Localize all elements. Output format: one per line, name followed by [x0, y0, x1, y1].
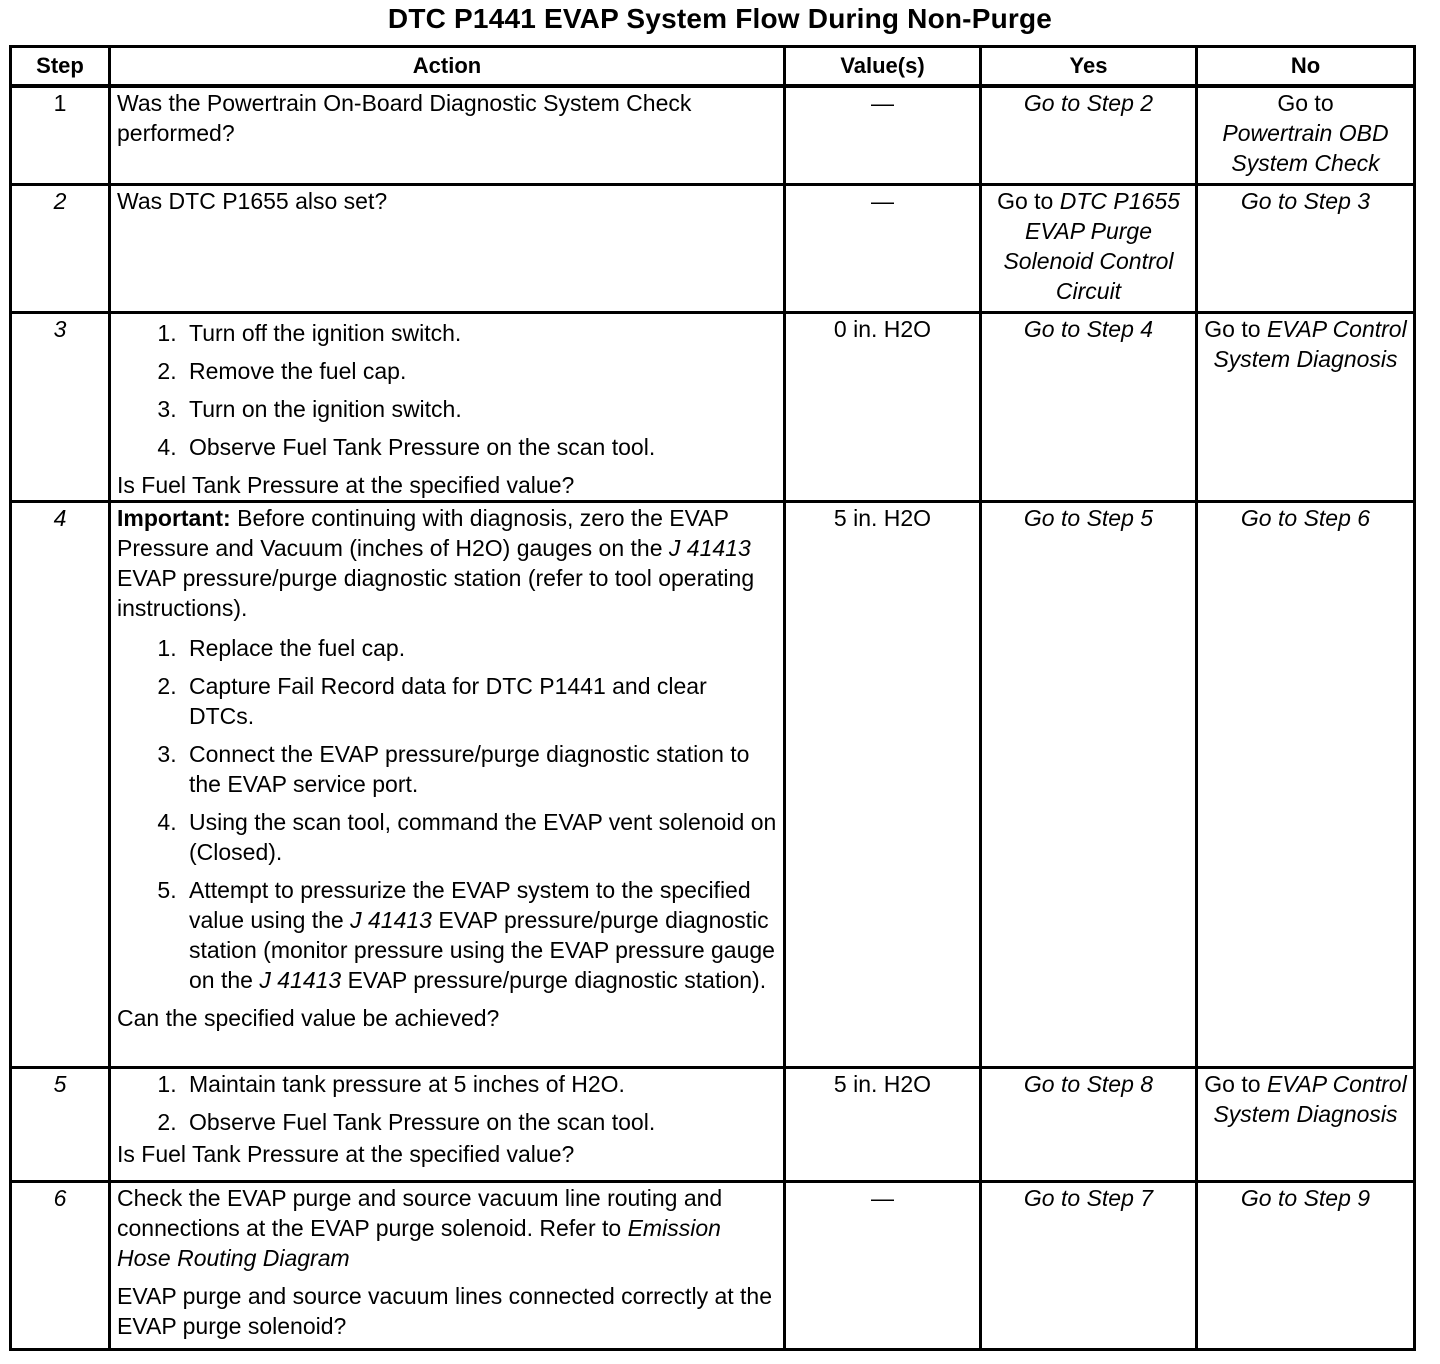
action-cell: [110, 1181, 785, 1349]
no-link[interactable]: EVAP Control System Diagnosis: [1213, 1070, 1407, 1127]
yes-cell: [981, 86, 1197, 184]
table-row: [11, 86, 1415, 184]
header-step: Step: [11, 47, 110, 87]
action-steps: [117, 1069, 777, 1137]
action-cell: [110, 312, 785, 501]
important-text: Before continuing with diagnosis, zero the EVAP Pressure and Vacuum (inches of H2O) gauges on the: [117, 504, 729, 561]
no-cell: [1197, 184, 1415, 312]
yes-link[interactable]: Go to Step 2: [1023, 90, 1154, 116]
table-row: [11, 1181, 1415, 1349]
value-cell: 5 in. H2O: [785, 1067, 981, 1181]
action-cell: [110, 86, 785, 184]
header-no: No: [1197, 47, 1415, 87]
yes-link[interactable]: Go to Step 8: [1023, 1070, 1154, 1097]
step-number: 4: [11, 501, 110, 1067]
step-number: 1: [11, 86, 110, 184]
header-action: Action: [110, 47, 785, 87]
yes-cell: [981, 501, 1197, 1067]
action-question: EVAP purge and source vacuum lines connected correctly at the EVAP purge solenoid?: [117, 1282, 773, 1339]
header-values: Value(s): [785, 47, 981, 87]
value-cell: —: [785, 1181, 981, 1349]
action-step: 2. Remove the fuel cap.: [183, 356, 777, 386]
yes-cell: [981, 312, 1197, 501]
no-cell: [1197, 501, 1415, 1067]
action-question: Can the specified value be achieved?: [117, 1004, 500, 1031]
action-steps: [117, 318, 777, 462]
table-row: [11, 184, 1415, 312]
no-prefix: Go to: [1204, 315, 1261, 342]
no-cell: [1197, 1181, 1415, 1349]
action-cell: [110, 501, 785, 1067]
step-number: 5: [11, 1067, 110, 1181]
no-prefix: Go to: [1277, 90, 1334, 116]
no-link[interactable]: Powertrain OBD System Check: [1222, 120, 1389, 176]
step-text: EVAP pressure/purge diagnostic station (monitor pressure using the EVAP pressure gauge on the: [189, 906, 775, 993]
action-step: 1. Replace the fuel cap.: [183, 633, 777, 663]
important-label: Important:: [117, 504, 231, 531]
action-step: 3. Connect the EVAP pressure/purge diagnostic station to the EVAP service port.: [183, 739, 777, 799]
tool-ref: J 41413: [350, 906, 432, 933]
table-row: [11, 1067, 1415, 1181]
yes-link[interactable]: Go to Step 4: [1023, 315, 1154, 342]
check-text: Check the EVAP purge and source vacuum line routing and connections at the EVAP purge solenoid. Refer to: [117, 1184, 723, 1241]
action-step: 1. Maintain tank pressure at 5 inches of H2O.: [183, 1069, 777, 1099]
table-row: [11, 312, 1415, 501]
yes-prefix: Go to: [997, 187, 1054, 214]
header-yes: Yes: [981, 47, 1197, 87]
step-text: Attempt to pressurize the EVAP system to the specified value using the: [189, 876, 751, 933]
no-cell: [1197, 86, 1415, 184]
action-step: 2. Capture Fail Record data for DTC P1441 and clear DTCs.: [183, 671, 777, 731]
important-note: [117, 503, 777, 623]
yes-link[interactable]: Go to Step 5: [1023, 504, 1154, 531]
no-link[interactable]: Go to Step 6: [1240, 504, 1371, 531]
important-text: EVAP pressure/purge diagnostic station (refer to tool operating instructions).: [117, 564, 755, 621]
action-cell: [110, 184, 785, 312]
no-prefix: Go to: [1204, 1070, 1261, 1097]
step-number: 3: [11, 312, 110, 501]
action-question: Is Fuel Tank Pressure at the specified value?: [117, 471, 575, 498]
yes-cell: [981, 1067, 1197, 1181]
action-step: [183, 875, 777, 995]
action-steps: [117, 633, 777, 995]
step-number: 6: [11, 1181, 110, 1349]
action-step: 4. Observe Fuel Tank Pressure on the scan tool.: [183, 432, 777, 462]
action-step: 4. Using the scan tool, command the EVAP vent solenoid on (Closed).: [183, 807, 777, 867]
yes-link[interactable]: Go to Step 7: [1023, 1184, 1154, 1211]
yes-link[interactable]: DTC P1655 EVAP Purge Solenoid Control Circuit: [1003, 187, 1180, 304]
action-cell: [110, 1067, 785, 1181]
no-cell: [1197, 312, 1415, 501]
no-link[interactable]: Go to Step 3: [1240, 187, 1371, 214]
no-link[interactable]: Go to Step 9: [1240, 1184, 1371, 1211]
tool-ref: J 41413: [259, 966, 342, 993]
yes-cell: [981, 184, 1197, 312]
check-instruction: [117, 1183, 777, 1273]
step-text: EVAP pressure/purge diagnostic station).: [347, 966, 767, 993]
value-cell: —: [785, 184, 981, 312]
action-question: Was the Powertrain On-Board Diagnostic System Check performed?: [117, 90, 692, 146]
diagram-ref[interactable]: Emission Hose Routing Diagram: [117, 1214, 721, 1271]
document-title: DTC P1441 EVAP System Flow During Non-Purge: [387, 3, 1053, 34]
step-number: 2: [11, 184, 110, 312]
value-cell: 5 in. H2O: [785, 501, 981, 1067]
table-row: [11, 501, 1415, 1067]
action-step: 2. Observe Fuel Tank Pressure on the scan tool.: [183, 1107, 777, 1137]
action-question: Is Fuel Tank Pressure at the specified value?: [117, 1140, 575, 1167]
action-step: 3. Turn on the ignition switch.: [183, 394, 777, 424]
yes-cell: [981, 1181, 1197, 1349]
no-link[interactable]: EVAP Control System Diagnosis: [1213, 315, 1407, 372]
action-question: Was DTC P1655 also set?: [117, 187, 388, 214]
diagnostic-table: [9, 45, 1416, 1351]
value-cell: 0 in. H2O: [785, 312, 981, 501]
value-cell: —: [785, 86, 981, 184]
tool-ref: J 41413: [668, 534, 751, 561]
no-cell: [1197, 1067, 1415, 1181]
table-header-row: [11, 47, 1415, 87]
action-step: 1. Turn off the ignition switch.: [183, 318, 777, 348]
